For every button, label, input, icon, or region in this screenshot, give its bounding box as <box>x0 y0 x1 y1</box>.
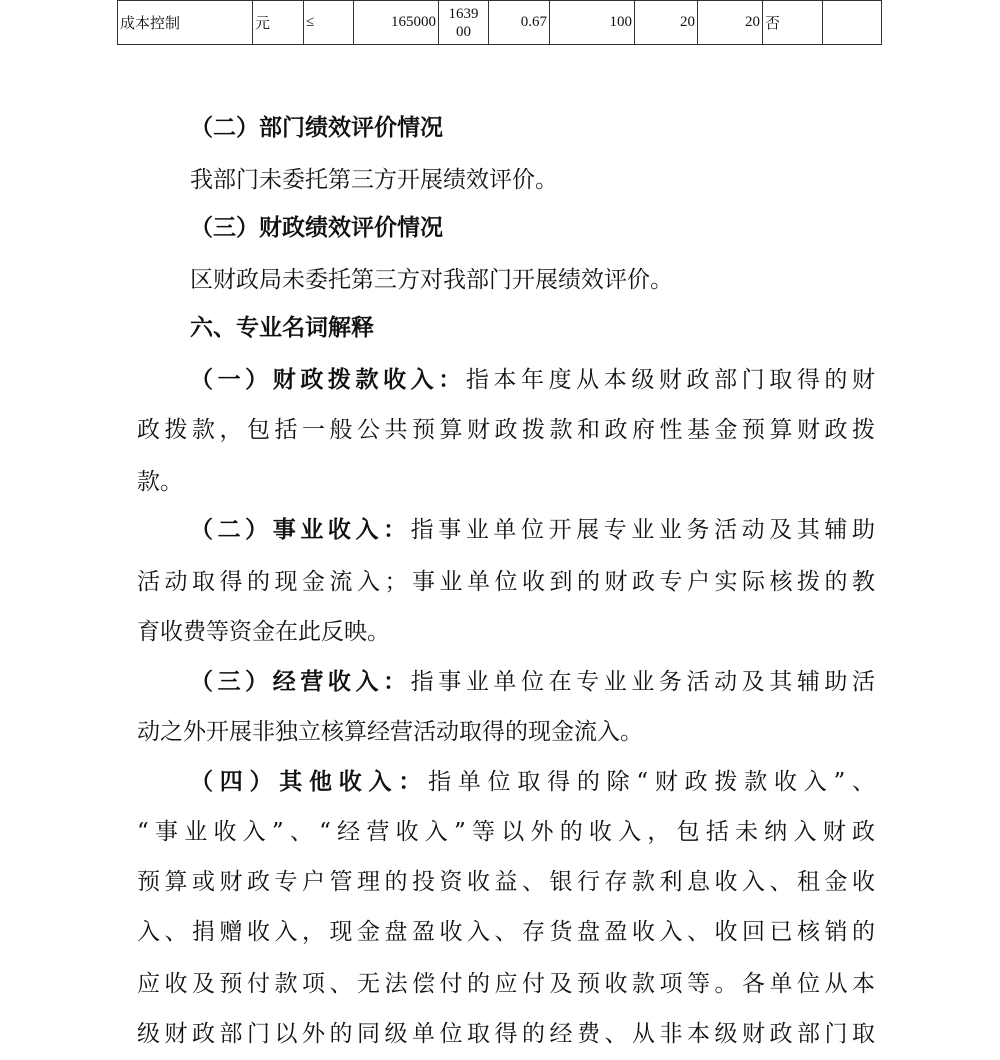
text-line <box>190 164 875 196</box>
text-line <box>137 1018 875 1050</box>
line-text: 我部门未委托第三方开展绩效评价。 <box>190 167 558 193</box>
text-line <box>190 364 875 396</box>
text-line <box>137 816 875 848</box>
line-text: 区财政局未委托第三方对我部门开展绩效评价。 <box>190 267 673 293</box>
cell-note <box>823 1 882 45</box>
line-text: 育收费等资金在此反映。 <box>137 619 390 645</box>
text-line <box>190 112 875 144</box>
text-line <box>190 212 875 244</box>
text-line <box>137 968 875 1000</box>
text-line <box>137 466 875 498</box>
cell-indicator: 成本控制 <box>118 1 253 45</box>
text-line <box>137 616 875 648</box>
line-text: 款。 <box>137 469 183 495</box>
text-line <box>137 866 875 898</box>
text-line <box>137 916 875 948</box>
line-text: 应收及预付款项、无法偿付的应付及预收款项等。各单位从本 <box>137 971 875 997</box>
text-line <box>190 264 875 296</box>
cell-score-pct: 100 <box>550 1 635 45</box>
line-text: 动之外开展非独立核算经营活动取得的现金流入。 <box>137 719 643 745</box>
text-line <box>137 566 875 598</box>
table-row <box>118 1 882 45</box>
cell-target: 165000 <box>354 1 439 45</box>
text-line <box>190 514 875 546</box>
bold-label: （一）财政拨款收入： <box>190 366 466 393</box>
text-line <box>190 766 875 798</box>
text-line <box>137 716 875 748</box>
line-text: 指单位取得的除“财政拨款收入”、 <box>428 769 875 795</box>
bold-label: （三）经营收入： <box>190 668 411 695</box>
line-text: “事业收入”、“经营收入”等以外的收入，包括未纳入财政 <box>137 819 875 845</box>
line-text: 指事业单位开展专业业务活动及其辅助 <box>410 517 876 543</box>
bold-label: 六、专业名词解释 <box>190 314 374 341</box>
bold-label: （二）事业收入： <box>190 516 411 543</box>
cell-rate: 0.67 <box>489 1 550 45</box>
cell-score: 20 <box>698 1 763 45</box>
line-text: 指本年度从本级财政部门取得的财 <box>465 367 876 393</box>
cell-operator: ≤ <box>304 1 354 45</box>
text-line <box>137 414 875 446</box>
text-line <box>190 312 875 344</box>
bold-label: （四）其他收入： <box>190 768 429 795</box>
text-line <box>190 666 875 698</box>
cell-actual: 1639 00 <box>439 1 489 45</box>
bold-label: （二）部门绩效评价情况 <box>190 114 443 141</box>
cell-unit: 元 <box>253 1 304 45</box>
cell-flag: 否 <box>763 1 823 45</box>
line-text: 预算或财政专户管理的投资收益、银行存款利息收入、租金收 <box>137 869 875 895</box>
line-text: 级财政部门以外的同级单位取得的经费、从非本级财政部门取 <box>137 1021 875 1047</box>
bold-label: （三）财政绩效评价情况 <box>190 214 443 241</box>
cell-weight: 20 <box>635 1 698 45</box>
line-text: 入、捐赠收入，现金盘盈收入、存货盘盈收入、收回已核销的 <box>137 919 875 945</box>
line-text: 政拨款，包括一般公共预算财政拨款和政府性基金预算财政拨 <box>137 417 875 443</box>
line-text: 活动取得的现金流入；事业单位收到的财政专户实际核拨的教 <box>137 569 875 595</box>
performance-table <box>117 0 882 45</box>
line-text: 指事业单位在专业业务活动及其辅助活 <box>410 669 876 695</box>
